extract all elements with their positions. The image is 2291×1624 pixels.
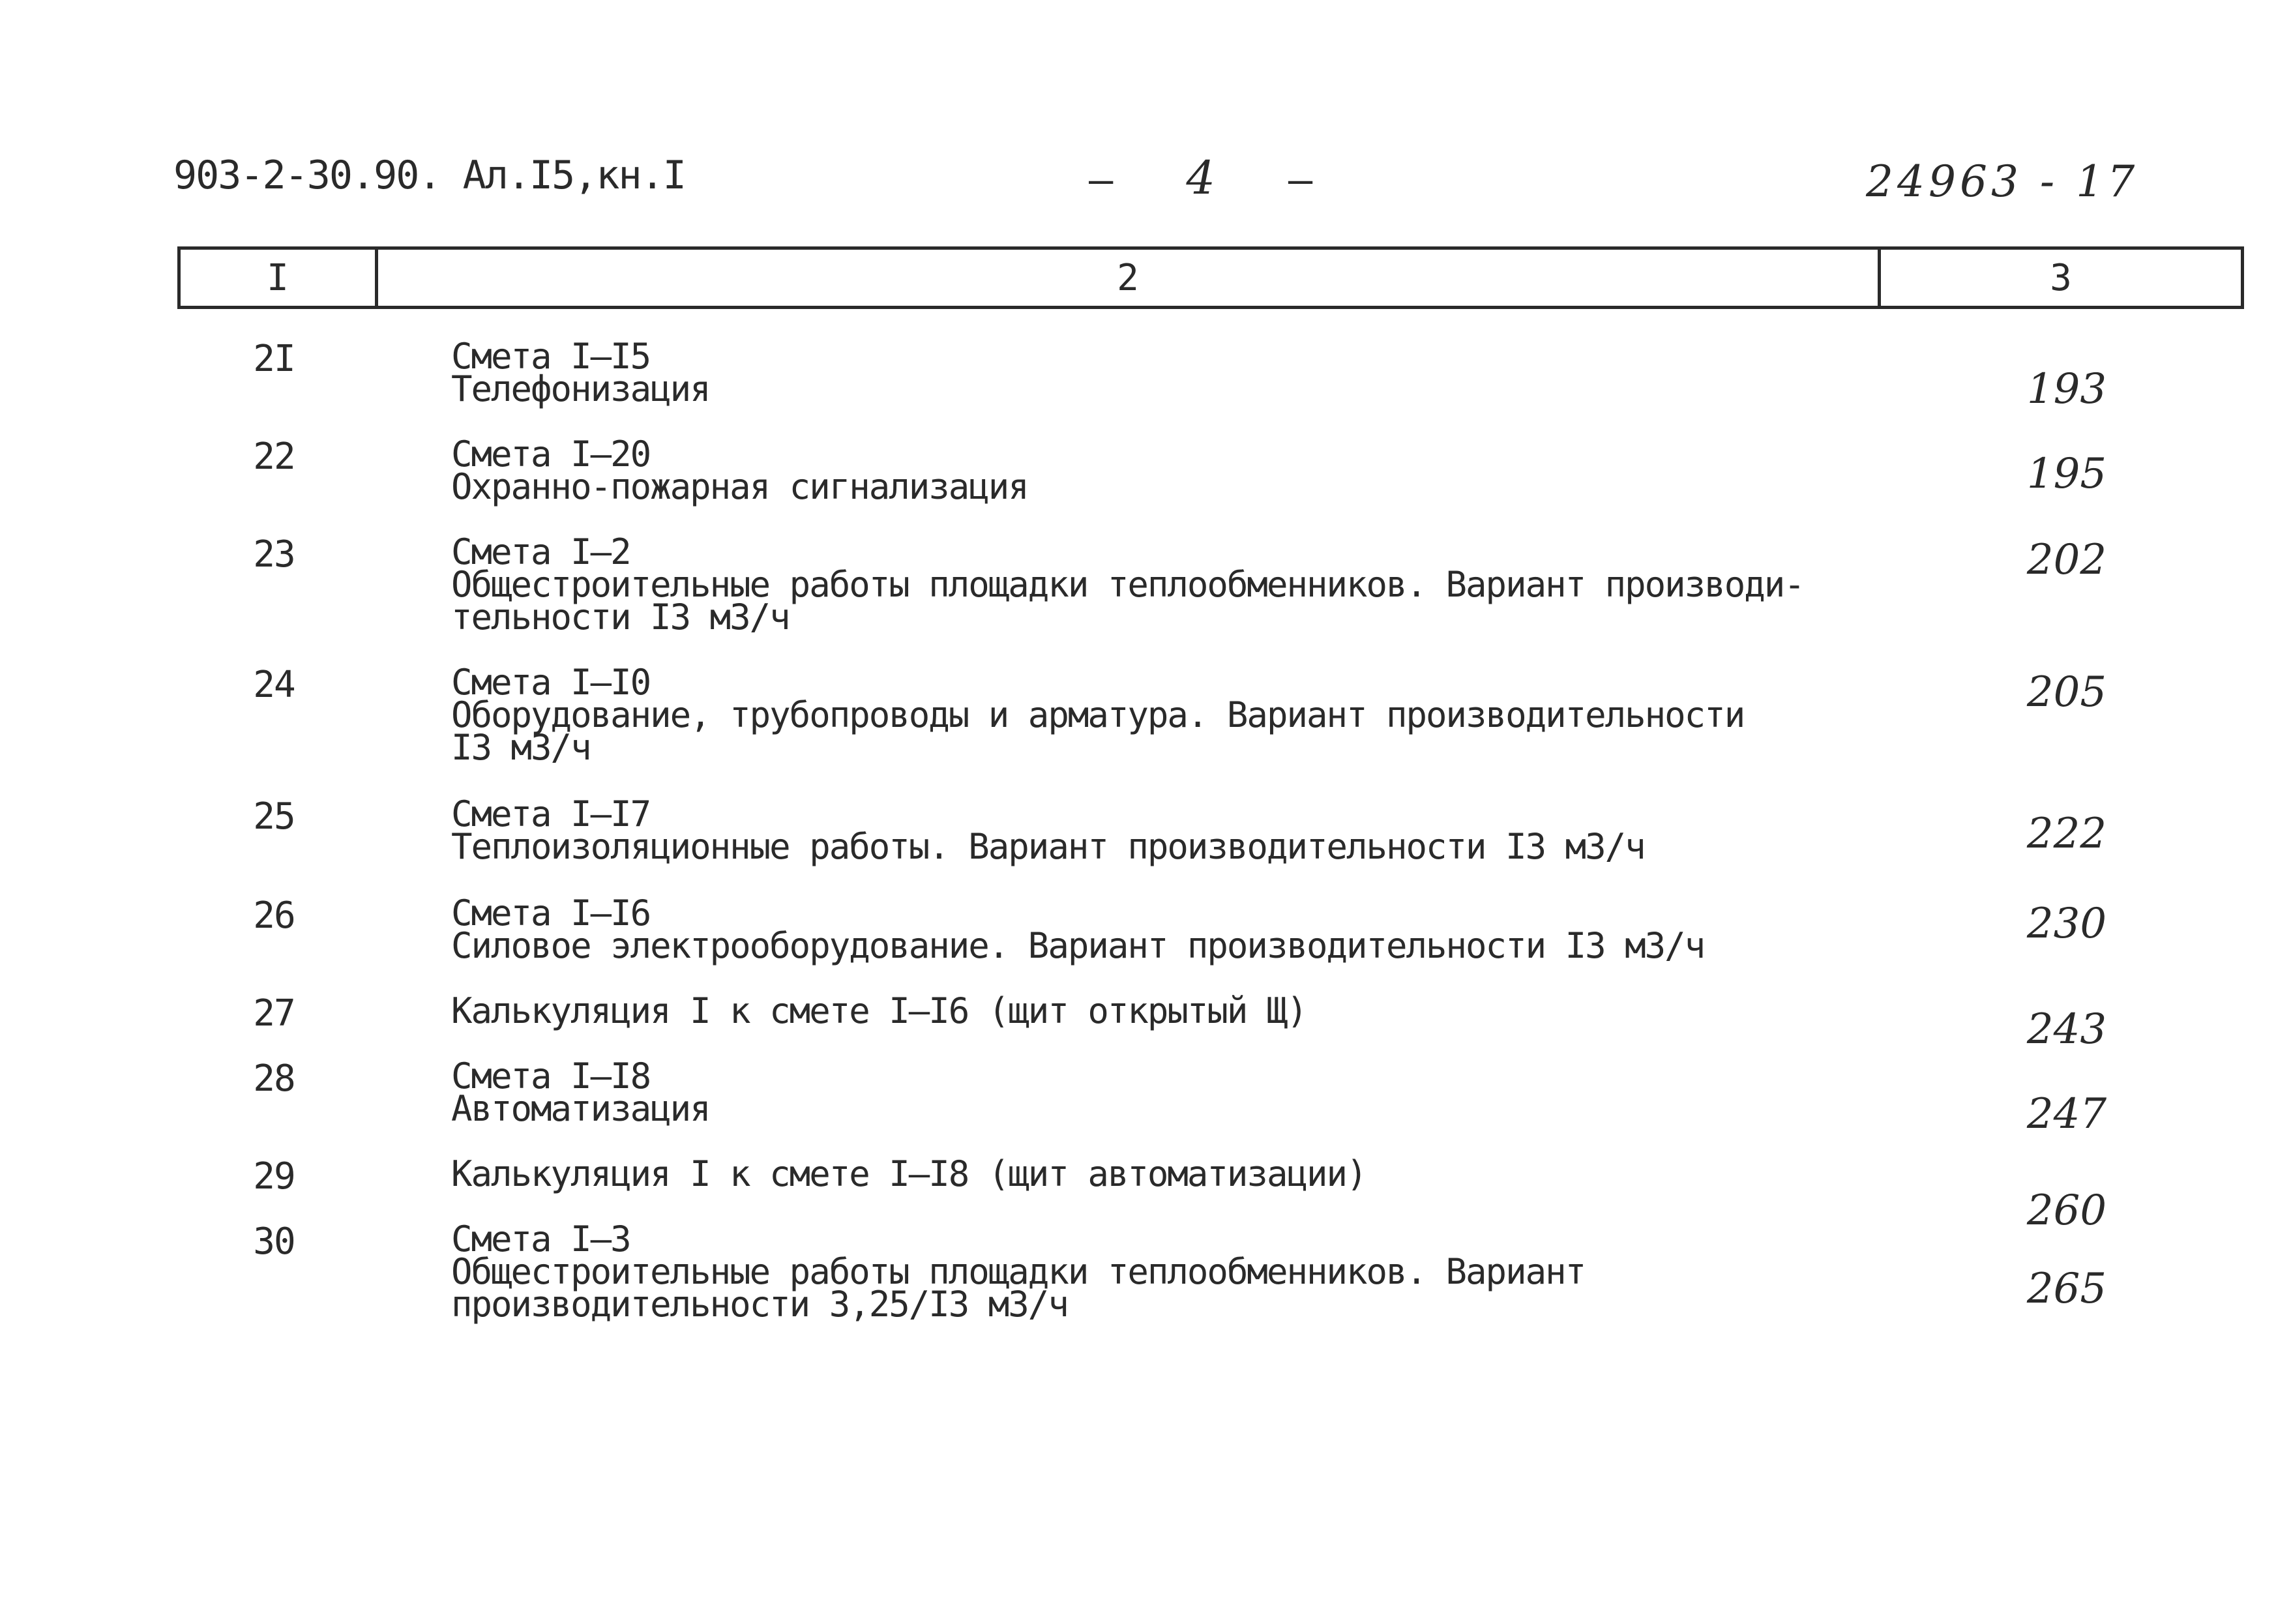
row-line: I3 м3/ч	[451, 727, 591, 768]
row-page-ref: 222	[2026, 810, 2107, 858]
row-number: 25	[253, 795, 295, 838]
row-page-ref: 243	[2026, 1005, 2107, 1054]
row-line: тельности I3 м3/ч	[451, 597, 790, 638]
row-number: 26	[253, 894, 295, 937]
row-description	[451, 893, 1925, 966]
column-header-3: 3	[2050, 256, 2072, 299]
row-line: Смета I–I8	[451, 1056, 651, 1097]
page-dash-left: –	[1089, 156, 1114, 203]
row-description	[451, 990, 1925, 1031]
row-line: Смета I–I5	[451, 336, 651, 377]
row-line: Смета I–I0	[451, 662, 651, 703]
page-number: 4	[1186, 151, 1215, 205]
row-line: Силовое электрооборудование. Вариант производительности I3 м3/ч	[451, 925, 1705, 966]
row-line: Калькуляция I к смете I–I8 (щит автоматизации)	[451, 1153, 1367, 1194]
archive-code: 24963 - 17	[1866, 156, 2139, 207]
row-page-ref: 260	[2026, 1187, 2107, 1235]
row-line: Смета I–I6	[451, 893, 651, 934]
row-line: Смета I–I7	[451, 793, 651, 834]
row-description	[451, 434, 1925, 507]
row-number: 24	[253, 664, 295, 706]
row-line: Автоматизация	[451, 1088, 710, 1129]
column-header-1: I	[181, 250, 378, 306]
row-line: Смета I–20	[451, 434, 651, 475]
row-number: 28	[253, 1057, 295, 1100]
row-number: 23	[253, 533, 295, 576]
column-header-2: 2	[378, 250, 1881, 306]
document-reference: 903-2-30.90. Ал.I5,кн.I	[173, 153, 685, 198]
row-line: Общестроительные работы площадки теплообменников. Вариант производи-	[451, 564, 1804, 605]
row-line: Смета I–3	[451, 1218, 630, 1260]
row-line: Телефонизация	[451, 368, 710, 409]
row-description	[451, 662, 1925, 768]
row-line: Охранно-пожарная сигнализация	[451, 466, 1028, 507]
row-page-ref: 193	[2026, 365, 2107, 413]
page-dash-right: –	[1288, 156, 1313, 203]
row-line: Оборудование, трубопроводы и арматура. Вариант производительности	[451, 694, 1745, 735]
row-line: Смета I–2	[451, 531, 630, 572]
row-page-ref: 195	[2026, 450, 2107, 498]
row-description	[451, 1153, 1925, 1194]
row-page-ref: 202	[2026, 536, 2107, 584]
row-page-ref: 230	[2026, 900, 2107, 948]
row-number: 27	[253, 992, 295, 1035]
table-column-header	[177, 246, 2244, 309]
row-line: Общестроительные работы площадки теплообменников. Вариант	[451, 1251, 1586, 1292]
row-number: 30	[253, 1220, 295, 1263]
row-description	[451, 793, 1925, 867]
row-description	[451, 531, 1925, 638]
page-number-block	[1089, 151, 1312, 205]
row-description	[451, 1056, 1925, 1129]
row-line: производительности 3,25/I3 м3/ч	[451, 1284, 1068, 1325]
row-page-ref: 265	[2026, 1265, 2107, 1313]
row-number: 29	[253, 1155, 295, 1198]
row-description	[451, 1218, 1925, 1325]
row-page-ref: 247	[2026, 1090, 2107, 1138]
row-number: 22	[253, 436, 295, 478]
row-page-ref: 205	[2026, 668, 2107, 716]
row-number: 2I	[253, 338, 295, 380]
row-line: Калькуляция I к смете I–I6 (щит открытый Щ)	[451, 990, 1307, 1031]
row-line: Теплоизоляционные работы. Вариант производительности I3 м3/ч	[451, 826, 1645, 867]
row-description	[451, 336, 1925, 409]
